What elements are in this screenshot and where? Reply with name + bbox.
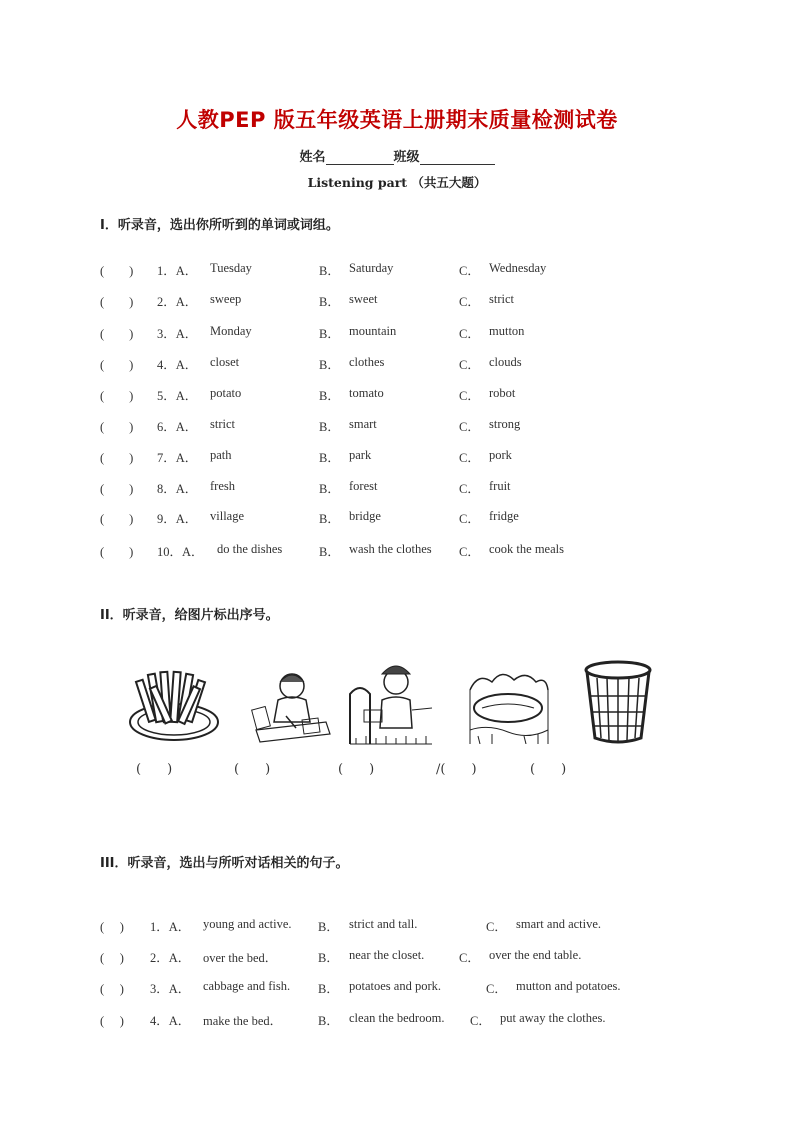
option-c: over the end table.	[489, 948, 582, 962]
name-label: 姓名	[299, 150, 326, 165]
name-blank[interactable]	[326, 150, 394, 165]
option-b-label: B．	[318, 951, 339, 965]
listening-part-label: Listening part （共五大题）	[307, 175, 487, 190]
option-a: strict	[210, 417, 235, 431]
option-c: fruit	[489, 479, 511, 493]
option-b: clothes	[349, 355, 385, 369]
option-c: smart and active.	[516, 917, 602, 931]
option-b-label: B．	[319, 264, 340, 278]
answer-blank[interactable]: ( )	[100, 512, 134, 526]
question-number: 6．A．	[157, 420, 198, 434]
answer-blank[interactable]: ( )	[100, 982, 124, 996]
question-number: 1．A．	[157, 264, 198, 278]
option-b-label: B．	[319, 545, 340, 559]
section2-heading: II．听录音，给图片标出序号。	[100, 608, 279, 623]
option-b: clean the bedroom.	[349, 1011, 445, 1025]
option-b-label: B．	[319, 327, 340, 341]
option-b-label: B．	[319, 420, 340, 434]
trash-basket-icon	[583, 660, 653, 744]
option-c-label: C．	[459, 951, 480, 965]
option-b-label: B．	[319, 358, 340, 372]
option-c: Wednesday	[489, 261, 547, 275]
option-b: wash the clothes	[349, 542, 432, 556]
answer-blank[interactable]: ( )	[100, 545, 134, 559]
answer-blank[interactable]: ( )	[100, 951, 124, 965]
class-label: 班级	[393, 150, 420, 165]
option-a: path	[210, 448, 232, 462]
picture-answer-blank[interactable]: ( )	[338, 762, 375, 777]
option-b: sweet	[349, 292, 378, 306]
class-blank[interactable]	[420, 150, 495, 165]
question-number: 2．A．	[150, 951, 191, 965]
answer-blank[interactable]: ( )	[100, 295, 134, 309]
option-c-label: C．	[459, 420, 480, 434]
option-a: over the bed．	[203, 951, 278, 965]
option-a: sweep	[210, 292, 242, 306]
option-c-label: C．	[459, 327, 480, 341]
option-b-label: B．	[319, 512, 340, 526]
option-c: clouds	[489, 355, 522, 369]
option-c-label: C．	[459, 264, 480, 278]
question-number: 3．A．	[150, 982, 191, 996]
picture-answer-blank[interactable]: ( )	[136, 762, 173, 777]
option-a: fresh	[210, 479, 235, 493]
section1-heading: I．听录音，选出你所听到的单词或词组。	[100, 218, 339, 233]
question-number: 2．A．	[157, 295, 198, 309]
answer-blank[interactable]: ( )	[100, 482, 134, 496]
option-c: robot	[489, 386, 516, 400]
option-b-label: B．	[319, 482, 340, 496]
option-b-label: B．	[318, 1014, 339, 1028]
option-b: forest	[349, 479, 378, 493]
picture-answer-blank[interactable]: ( )	[234, 762, 271, 777]
fries-plate-icon	[128, 660, 220, 744]
option-c-label: C．	[459, 451, 480, 465]
option-c: strong	[489, 417, 521, 431]
option-a: potato	[210, 386, 242, 400]
option-b: Saturday	[349, 261, 394, 275]
option-c: mutton and potatoes.	[516, 979, 621, 993]
option-b-label: B．	[318, 982, 339, 996]
option-a: cabbage and fish.	[203, 979, 291, 993]
option-a: Tuesday	[210, 261, 252, 275]
option-c-label: C．	[470, 1014, 491, 1028]
option-c-label: C．	[459, 512, 480, 526]
option-c-label: C．	[486, 920, 507, 934]
lake-trees-icon	[468, 660, 550, 744]
question-number: 9．A．	[157, 512, 198, 526]
option-b-label: B．	[319, 451, 340, 465]
option-b: near the closet.	[349, 948, 425, 962]
option-c-label: C．	[459, 389, 480, 403]
name-class-line	[0, 146, 794, 165]
picture-row	[128, 660, 668, 752]
option-c: mutton	[489, 324, 525, 338]
option-a: young and active.	[203, 917, 292, 931]
answer-blank[interactable]: ( )	[100, 358, 134, 372]
question-number: 8．A．	[157, 482, 198, 496]
option-b: smart	[349, 417, 377, 431]
option-b: strict and tall.	[349, 917, 418, 931]
option-c-label: C．	[459, 545, 480, 559]
boy-writing-icon	[246, 660, 334, 744]
question-number: 10．A．	[157, 545, 204, 559]
answer-blank[interactable]: ( )	[100, 327, 134, 341]
option-c-label: C．	[459, 482, 480, 496]
question-number: 7．A．	[157, 451, 198, 465]
option-c-label: C．	[459, 358, 480, 372]
option-b: mountain	[349, 324, 397, 338]
picture-answer-blank[interactable]: /( )	[436, 762, 477, 777]
option-a: make the bed．	[203, 1014, 283, 1028]
question-number: 4．A．	[157, 358, 198, 372]
question-number: 4．A．	[150, 1014, 191, 1028]
option-c-label: C．	[486, 982, 507, 996]
option-b-label: B．	[319, 389, 340, 403]
answer-blank[interactable]: ( )	[100, 1014, 124, 1028]
answer-blank[interactable]: ( )	[100, 389, 134, 403]
question-number: 3．A．	[157, 327, 198, 341]
option-c: pork	[489, 448, 512, 462]
option-b-label: B．	[318, 920, 339, 934]
question-number: 1．A．	[150, 920, 191, 934]
option-c: put away the clothes.	[500, 1011, 606, 1025]
section3-heading: III．听录音，选出与所听对话相关的句子。	[100, 856, 349, 871]
option-c: strict	[489, 292, 514, 306]
question-number: 5．A．	[157, 389, 198, 403]
option-b: park	[349, 448, 372, 462]
option-b: potatoes and pork.	[349, 979, 441, 993]
man-phone-icon	[346, 660, 436, 748]
option-a: closet	[210, 355, 240, 369]
option-c: cook the meals	[489, 542, 564, 556]
option-c-label: C．	[459, 295, 480, 309]
option-a: village	[210, 509, 245, 523]
picture-answer-blank[interactable]: ( )	[530, 762, 567, 777]
option-b: bridge	[349, 509, 381, 523]
answer-blank[interactable]: ( )	[100, 420, 134, 434]
option-c: fridge	[489, 509, 519, 523]
option-b-label: B．	[319, 295, 340, 309]
option-b: tomato	[349, 386, 384, 400]
answer-blank[interactable]: ( )	[100, 264, 134, 278]
option-a: do the dishes	[217, 542, 283, 556]
option-a: Monday	[210, 324, 252, 338]
answer-blank[interactable]: ( )	[100, 451, 134, 465]
answer-blank[interactable]: ( )	[100, 920, 124, 934]
exam-title: 人教PEP 版五年级英语上册期末质量检测试卷	[176, 108, 618, 132]
